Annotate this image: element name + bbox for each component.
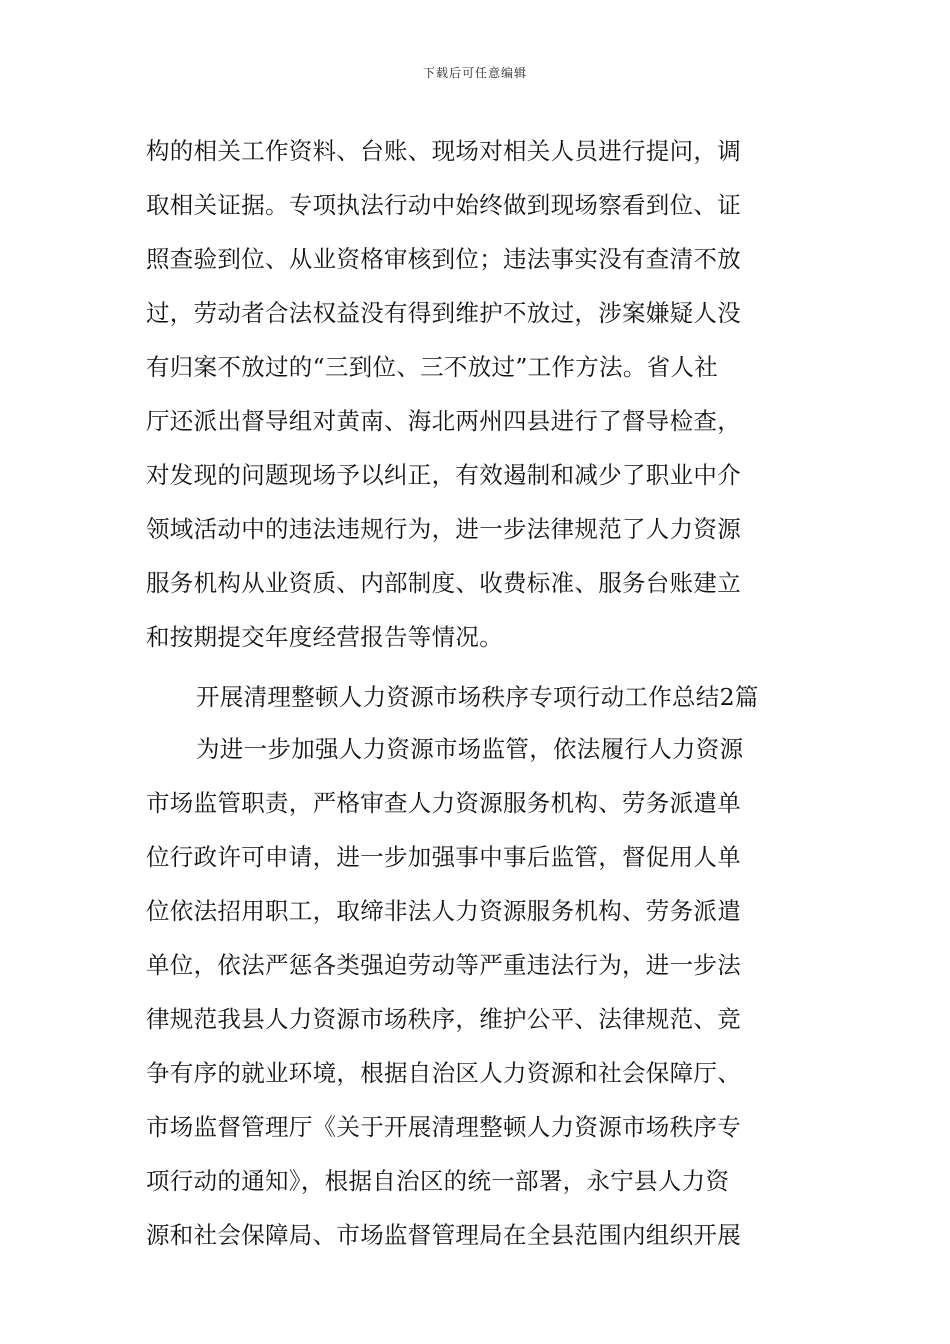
paragraph-first-line: 为进一步加强人力资源市场监管，依法履行人力资源 [196,735,744,763]
paragraph-line: 和按期提交年度经营报告等情况。 [146,623,503,651]
paragraph-line: 服务机构从业资质、内部制度、收费标准、服务台账建立 [146,569,741,597]
paragraph-line: 领域活动中的违法违规行为，进一步法律规范了人力资源 [146,515,741,543]
paragraph-line: 项行动的通知》，根据自治区的统一部署，永宁县人力资 [146,1167,730,1195]
paragraph-line: 单位，依法严惩各类强迫劳动等严重违法行为，进一步法 [146,951,741,979]
paragraph-line: 市场监管职责，严格审查人力资源服务机构、劳务派遣单 [146,789,741,817]
paragraph-body [146,722,808,1262]
paragraph-line: 取相关证据。专项执法行动中始终做到现场察看到位、证 [146,191,741,219]
paragraph-line: 位行政许可申请，进一步加强事中事后监管，督促用人单 [146,843,741,871]
paragraph-line: 有归案不放过的“三到位、三不放过”工作方法。省人社 [146,353,719,381]
page-header-note: 下载后可任意编辑 [422,66,527,80]
paragraph-line: 位依法招用职工，取缔非法人力资源服务机构、劳务派遣 [146,897,741,925]
paragraph-continued [146,124,808,664]
paragraph-line: 照查验到位、从业资格审核到位；违法事实没有查清不放 [146,245,741,273]
paragraph-line: 厅还派出督导组对黄南、海北两州四县进行了督导检查， [146,407,741,435]
paragraph-line: 律规范我县人力资源市场秩序，维护公平、法律规范、竞 [146,1005,741,1033]
section-heading-block [146,670,808,724]
paragraph-line: 构的相关工作资料、台账、现场对相关人员进行提问，调 [146,137,741,165]
paragraph-line: 对发现的问题现场予以纠正，有效遏制和减少了职业中介 [146,461,741,489]
paragraph-line: 源和社会保障局、市场监督管理局在全县范围内组织开展 [146,1221,741,1249]
paragraph-line: 市场监督管理厅《关于开展清理整顿人力资源市场秩序专 [146,1113,741,1141]
paragraph-line: 争有序的就业环境，根据自治区人力资源和社会保障厅、 [146,1059,741,1087]
section-title: 开展清理整顿人力资源市场秩序专项行动工作总结2篇 [196,683,759,711]
paragraph-line: 过，劳动者合法权益没有得到维护不放过，涉案嫌疑人没 [146,299,741,327]
